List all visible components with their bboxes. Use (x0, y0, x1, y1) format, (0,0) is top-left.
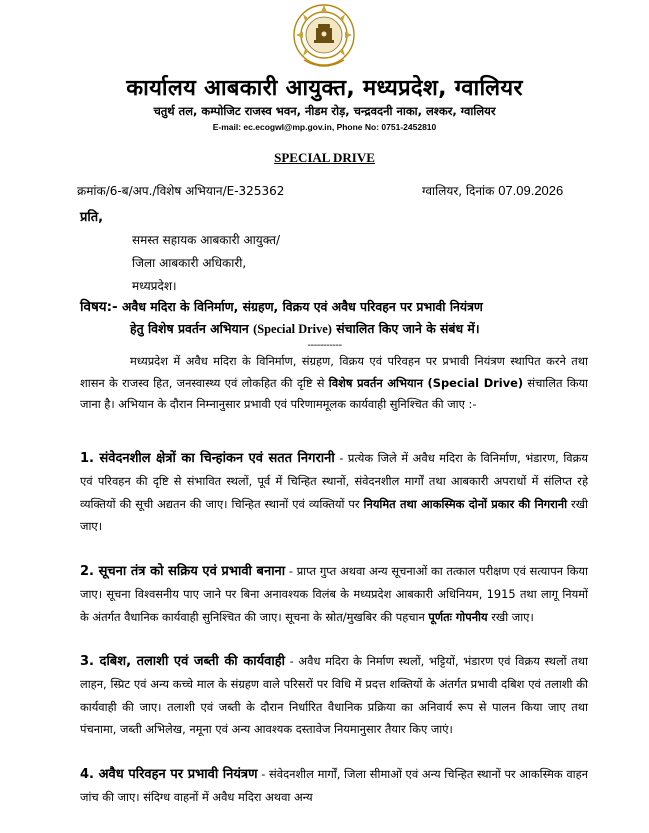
section-3 (80, 650, 588, 741)
section-bold-text: नियमित तथा आकस्मिक दोनों प्रकार की निगरानी (363, 496, 568, 511)
document-heading: SPECIAL DRIVE (274, 150, 375, 165)
subject-block (80, 297, 600, 336)
separator: ----------- (307, 340, 342, 351)
section-1 (80, 447, 588, 538)
section-2 (80, 560, 588, 628)
section-text-end: रखी जाए। (491, 609, 534, 624)
place-date-label: ग्वालियर, दिनांक (422, 184, 495, 198)
intro-text-2: संचालित किया जाना है। अभियान के दौरान निम्नानुसार प्रभावी एवं परिणाममूलक कार्यवाही सुनिश्चित की जाए :- (80, 375, 589, 411)
intro-text-1: मध्यप्रदेश में अवैध मदिरा के विनिर्माण, संग्रहण, विक्रय एवं परिवहन पर प्रभावी नियंत्रण स्थापित करने तथा शासन के राजस्व हित, जनस्वास्थ्य एवं लोकहित की दृष्टि से (80, 354, 588, 390)
subject-line-2b: (Special Drive) (253, 322, 332, 336)
office-title: कार्यालय आबकारी आयुक्त, मध्यप्रदेश, ग्वालियर (126, 76, 523, 101)
to-label: प्रति, (80, 210, 104, 225)
section-text: - प्रत्येक जिले में अवैध मदिरा के विनिर्माण, भंडारण, विक्रय एवं परिवहन की दृष्टि से संभावित स्थलों, पूर्व में चिन्हित स्थानों, संवेदनशील मार्गों तथा आबकारी अपराधों में संलिप्त रहे व्यक्तियों की सूची अद्यतन की जाए। चिन्हित स्थानों एवं व्यक्तियों पर (80, 451, 588, 511)
madhya-pradesh-emblem-icon (279, 2, 369, 68)
section-heading: 2. सूचना तंत्र को सक्रिय एवं प्रभावी बनाना (80, 564, 286, 579)
section-heading: 3. दबिश, तलाशी एवं जब्ती की कार्यवाही (80, 654, 285, 669)
section-text: - अवैध मदिरा के निर्माण स्थलों, भट्टियों, भंडारण एवं विक्रय स्थलों तथा लाहन, स्प्रिट एवं अन्य कच्चे माल के संग्रहण वाले परिसरों पर विधि में प्रदत्त शक्तियों के अंतर्गत प्रभावी दबिश एवं तलाशी की कार्यवाही की जाए। तलाशी एवं जब्ती के दौरान निर्धारित वैधानिक प्रक्रिया का अनिवार्य रूप से पालन किया जाए तथा पंचनामा, जब्ती अभिलेख, नमूना एवं अन्य आवश्यक दस्तावेज नियमानुसार तैयार किए जाएं। (80, 654, 588, 737)
office-contact: E-mail: ec.ecogwl@mp.gov.in, Phone No: 0751-2452810 (212, 122, 437, 132)
place-date (422, 182, 563, 199)
section-4 (80, 763, 588, 809)
intro-paragraph (80, 351, 588, 416)
subject-line-1: अवैध मदिरा के विनिर्माण, संग्रहण, विक्रय एवं अवैध परिवहन पर प्रभावी नियंत्रण (121, 299, 483, 314)
subject-label: विषय:- (80, 299, 118, 315)
section-text: - संवेदनशील मार्गों, जिला सीमाओं एवं अन्य चिन्हित स्थानों पर आकस्मिक वाहन जांच की जाए। संदिग्ध वाहनों में अवैध मदिरा अथवा अन्य (80, 767, 588, 805)
section-heading: 1. संवेदनशील क्षेत्रों का चिन्हांकन एवं सतत निगरानी (80, 451, 335, 466)
office-address: चतुर्थ तल, कम्पोजिट राजस्व भवन, नीडम रोड़, चन्द्रवदनी नाका, लश्कर, ग्वालियर (153, 104, 496, 118)
reference-number: क्रमांक/6-ब/अप./विशेष अभियान/E-325362 (77, 184, 285, 198)
section-bold-text: पूर्णतः गोपनीय (428, 609, 488, 624)
recipient-line: समस्त सहायक आबकारी आयुक्त/ (132, 233, 281, 247)
intro-bold-text: विशेष प्रवर्तन अभियान (Special Drive) (328, 375, 524, 390)
recipient-line: मध्यप्रदेश। (132, 279, 177, 293)
subject-line-2c: संचालित किए जाने के संबंध में। (336, 321, 480, 336)
section-text-end: रखी जाए। (80, 496, 588, 534)
section-text: - प्राप्त गुप्त अथवा अन्य सूचनाओं का तत्काल परीक्षण एवं सत्यापन किया जाए। सूचना विश्वसनीय पाए जाने पर बिना अनावश्यक विलंब के मध्यप्रदेश आबकारी अधिनियम, 1915 तथा लागू नियमों के अंतर्गत वैधानिक कार्यवाही सुनिश्चित की जाए। सूचना के स्रोत/मुखबिर की पहचान (80, 564, 588, 624)
section-heading: 4. अवैध परिवहन पर प्रभावी नियंत्रण (80, 767, 258, 782)
letter-date: 07.09.2026 (498, 183, 564, 198)
subject-line-2a: हेतु विशेष प्रवर्तन अभियान (130, 321, 249, 336)
recipient-line: जिला आबकारी अधिकारी, (132, 256, 247, 270)
